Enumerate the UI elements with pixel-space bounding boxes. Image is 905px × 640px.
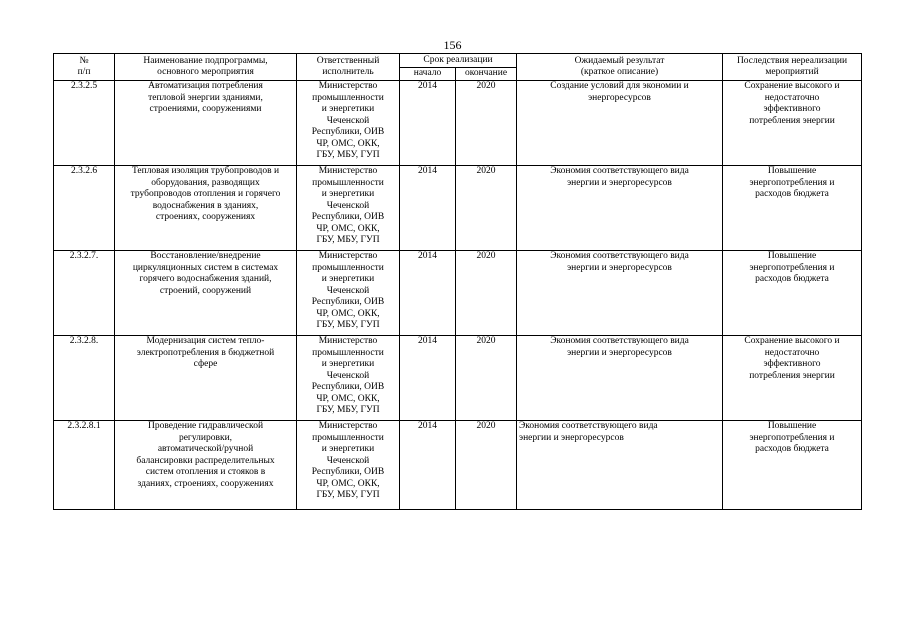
cell-consequences: Повышение энергопотребления и расходов бюджета <box>723 421 862 510</box>
cell-start: 2014 <box>400 81 456 166</box>
cell-start: 2014 <box>400 421 456 510</box>
cell-num: 2.3.2.8. <box>54 336 115 421</box>
header-start: начало <box>400 68 456 81</box>
cell-result: Экономия соответствующего вида энергии и энергоресурсов <box>517 421 723 510</box>
table-row <box>54 336 862 421</box>
cell-executor: Министерство промышленности и энергетики Чеченской Республики, ОИВ ЧР, ОМС, ОКК, ГБУ, МБУ, ГУП <box>297 336 400 421</box>
cell-name: Проведение гидравлической регулировки, автоматической/ручной балансировки распределительных систем отопления и стояков в зданиях, строениях, сооружениях <box>115 421 297 510</box>
table-row <box>54 251 862 336</box>
cell-num: 2.3.2.7. <box>54 251 115 336</box>
cell-end: 2020 <box>456 421 517 510</box>
cell-name: Автоматизация потребления тепловой энергии зданиями, строениями, сооружениями <box>115 81 297 166</box>
cell-consequences: Сохранение высокого и недостаточно эффективного потребления энергии <box>723 336 862 421</box>
cell-executor: Министерство промышленности и энергетики Чеченской Республики, ОИВ ЧР, ОМС, ОКК, ГБУ, МБУ, ГУП <box>297 166 400 251</box>
table-row <box>54 81 862 166</box>
header-term: Срок реализации <box>400 54 517 68</box>
header-result: Ожидаемый результат (краткое описание) <box>517 54 723 81</box>
cell-start: 2014 <box>400 166 456 251</box>
cell-executor: Министерство промышленности и энергетики Чеченской Республики, ОИВ ЧР, ОМС, ОКК, ГБУ, МБУ, ГУП <box>297 81 400 166</box>
cell-start: 2014 <box>400 336 456 421</box>
program-table <box>53 53 862 510</box>
cell-num: 2.3.2.5 <box>54 81 115 166</box>
header-consequences: Последствия нереализации мероприятий <box>723 54 862 81</box>
cell-result: Экономия соответствующего вида энергии и энергоресурсов <box>517 336 723 421</box>
cell-consequences: Сохранение высокого и недостаточно эффективного потребления энергии <box>723 81 862 166</box>
cell-end: 2020 <box>456 251 517 336</box>
cell-result: Создание условий для экономии и энергоресурсов <box>517 81 723 166</box>
cell-executor: Министерство промышленности и энергетики Чеченской Республики, ОИВ ЧР, ОМС, ОКК, ГБУ, МБУ, ГУП <box>297 251 400 336</box>
cell-num: 2.3.2.8.1 <box>54 421 115 510</box>
cell-end: 2020 <box>456 166 517 251</box>
table-row <box>54 166 862 251</box>
header-name: Наименование подпрограммы, основного мероприятия <box>115 54 297 81</box>
cell-executor: Министерство промышленности и энергетики Чеченской Республики, ОИВ ЧР, ОМС, ОКК, ГБУ, МБУ, ГУП <box>297 421 400 510</box>
cell-consequences: Повышение энергопотребления и расходов бюджета <box>723 251 862 336</box>
header-row <box>54 54 862 68</box>
cell-consequences: Повышение энергопотребления и расходов бюджета <box>723 166 862 251</box>
page-number: 156 <box>443 38 462 52</box>
header-executor: Ответственный исполнитель <box>297 54 400 81</box>
cell-name: Тепловая изоляция трубопроводов и оборудования, разводящих трубопроводов отопления и горячего водоснабжения в зданиях, строениях, сооружениях <box>115 166 297 251</box>
cell-start: 2014 <box>400 251 456 336</box>
cell-name: Восстановление/внедрение циркуляционных систем в системах горячего водоснабжения зданий, строений, сооружений <box>115 251 297 336</box>
header-num: № п/п <box>54 54 115 81</box>
cell-result: Экономия соответствующего вида энергии и энергоресурсов <box>517 251 723 336</box>
cell-result: Экономия соответствующего вида энергии и энергоресурсов <box>517 166 723 251</box>
cell-num: 2.3.2.6 <box>54 166 115 251</box>
cell-end: 2020 <box>456 81 517 166</box>
header-end: окончание <box>456 68 517 81</box>
cell-name: Модернизация систем тепло- электропотребления в бюджетной сфере <box>115 336 297 421</box>
cell-end: 2020 <box>456 336 517 421</box>
table-row <box>54 421 862 510</box>
